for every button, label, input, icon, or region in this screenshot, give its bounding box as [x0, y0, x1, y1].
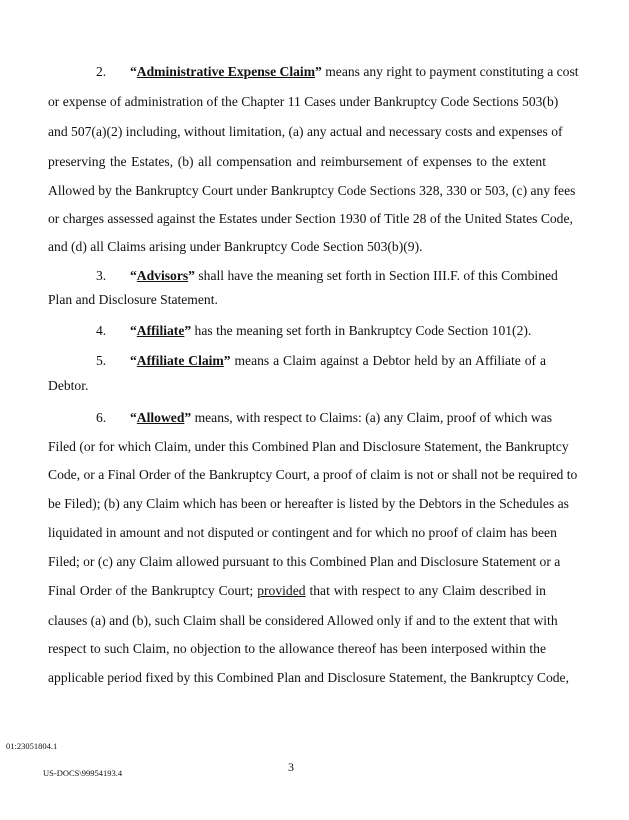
paragraph-number: 3.	[96, 268, 107, 283]
footer-doc-id-2: US-DOCS\99954193.4	[43, 768, 123, 778]
paragraph-5-line-2: Debtor.	[48, 378, 89, 393]
defined-term: “Affiliate Claim”	[130, 353, 231, 368]
paragraph-6-line-5: liquidated in amount and not disputed or contingent and for which no proof of claim has been	[48, 525, 557, 540]
paragraph-number: 2.	[96, 64, 107, 79]
paragraph-2-line-2: or expense of administration of the Chapter 11 Cases under Bankruptcy Code Sections 503(b)	[48, 94, 559, 109]
provided-underlined: provided	[257, 583, 306, 598]
paragraph-number: 5.	[96, 353, 107, 368]
paragraph-6-line-9: respect to such Claim, no objection to the allowance thereof has been interposed within the	[48, 641, 546, 656]
defined-term: “Allowed”	[130, 410, 192, 425]
paragraph-2-line-7: and (d) all Claims arising under Bankruptcy Code Section 503(b)(9).	[48, 239, 423, 254]
defined-term: “Advisors”	[130, 268, 195, 283]
defined-term: “Administrative Expense Claim”	[130, 64, 322, 79]
paragraph-6-line-7: Final Order of the Bankruptcy Court; provided that with respect to any Claim described in	[48, 583, 546, 598]
footer-doc-id-1: 01:23051804.1	[6, 741, 58, 751]
paragraph-5-line-1: 5. “Affiliate Claim” means a Claim against a Debtor held by an Affiliate of a	[96, 353, 546, 368]
paragraph-6-line-2: Filed (or for which Claim, under this Combined Plan and Disclosure Statement, the Bankruptcy	[48, 439, 569, 454]
paragraph-2-line-4: preserving the Estates, (b) all compensation and reimbursement of expenses to the extent	[48, 154, 546, 169]
paragraph-6-line-3: Code, or a Final Order of the Bankruptcy Court, a proof of claim is not or shall not be required to	[48, 467, 578, 482]
paragraph-2-line-1: 2. “Administrative Expense Claim” means any right to payment constituting a cost	[96, 64, 579, 79]
paragraph-6-line-6: Filed; or (c) any Claim allowed pursuant to this Combined Plan and Disclosure Statement or a	[48, 554, 561, 569]
page-number: 3	[288, 760, 294, 774]
paragraph-2-line-3: and 507(a)(2) including, without limitation, (a) any actual and necessary costs and expenses of	[48, 124, 563, 139]
paragraph-6-line-1: 6. “Allowed” means, with respect to Claims: (a) any Claim, proof of which was	[96, 410, 553, 425]
paragraph-number: 4.	[96, 323, 107, 338]
paragraph-6-line-8: clauses (a) and (b), such Claim shall be considered Allowed only if and to the extent that with	[48, 613, 558, 628]
paragraph-6-line-10: applicable period fixed by this Combined Plan and Disclosure Statement, the Bankruptcy Code,	[48, 670, 569, 685]
paragraph-2-line-5: Allowed by the Bankruptcy Court under Bankruptcy Code Sections 328, 330 or 503, (c) any fees	[48, 183, 576, 198]
paragraph-2-line-6: or charges assessed against the Estates under Section 1930 of Title 28 of the United States Code,	[48, 211, 573, 226]
paragraph-4-line-1: 4. “Affiliate” has the meaning set forth in Bankruptcy Code Section 101(2).	[96, 323, 532, 338]
paragraph-3-line-2: Plan and Disclosure Statement.	[48, 292, 218, 307]
paragraph-number: 6.	[96, 410, 107, 425]
paragraph-3-line-1: 3. “Advisors” shall have the meaning set forth in Section III.F. of this Combined	[96, 268, 558, 283]
defined-term: “Affiliate”	[130, 323, 192, 338]
paragraph-6-line-4: be Filed); (b) any Claim which has been or hereafter is listed by the Debtors in the Schedules as	[48, 496, 569, 511]
